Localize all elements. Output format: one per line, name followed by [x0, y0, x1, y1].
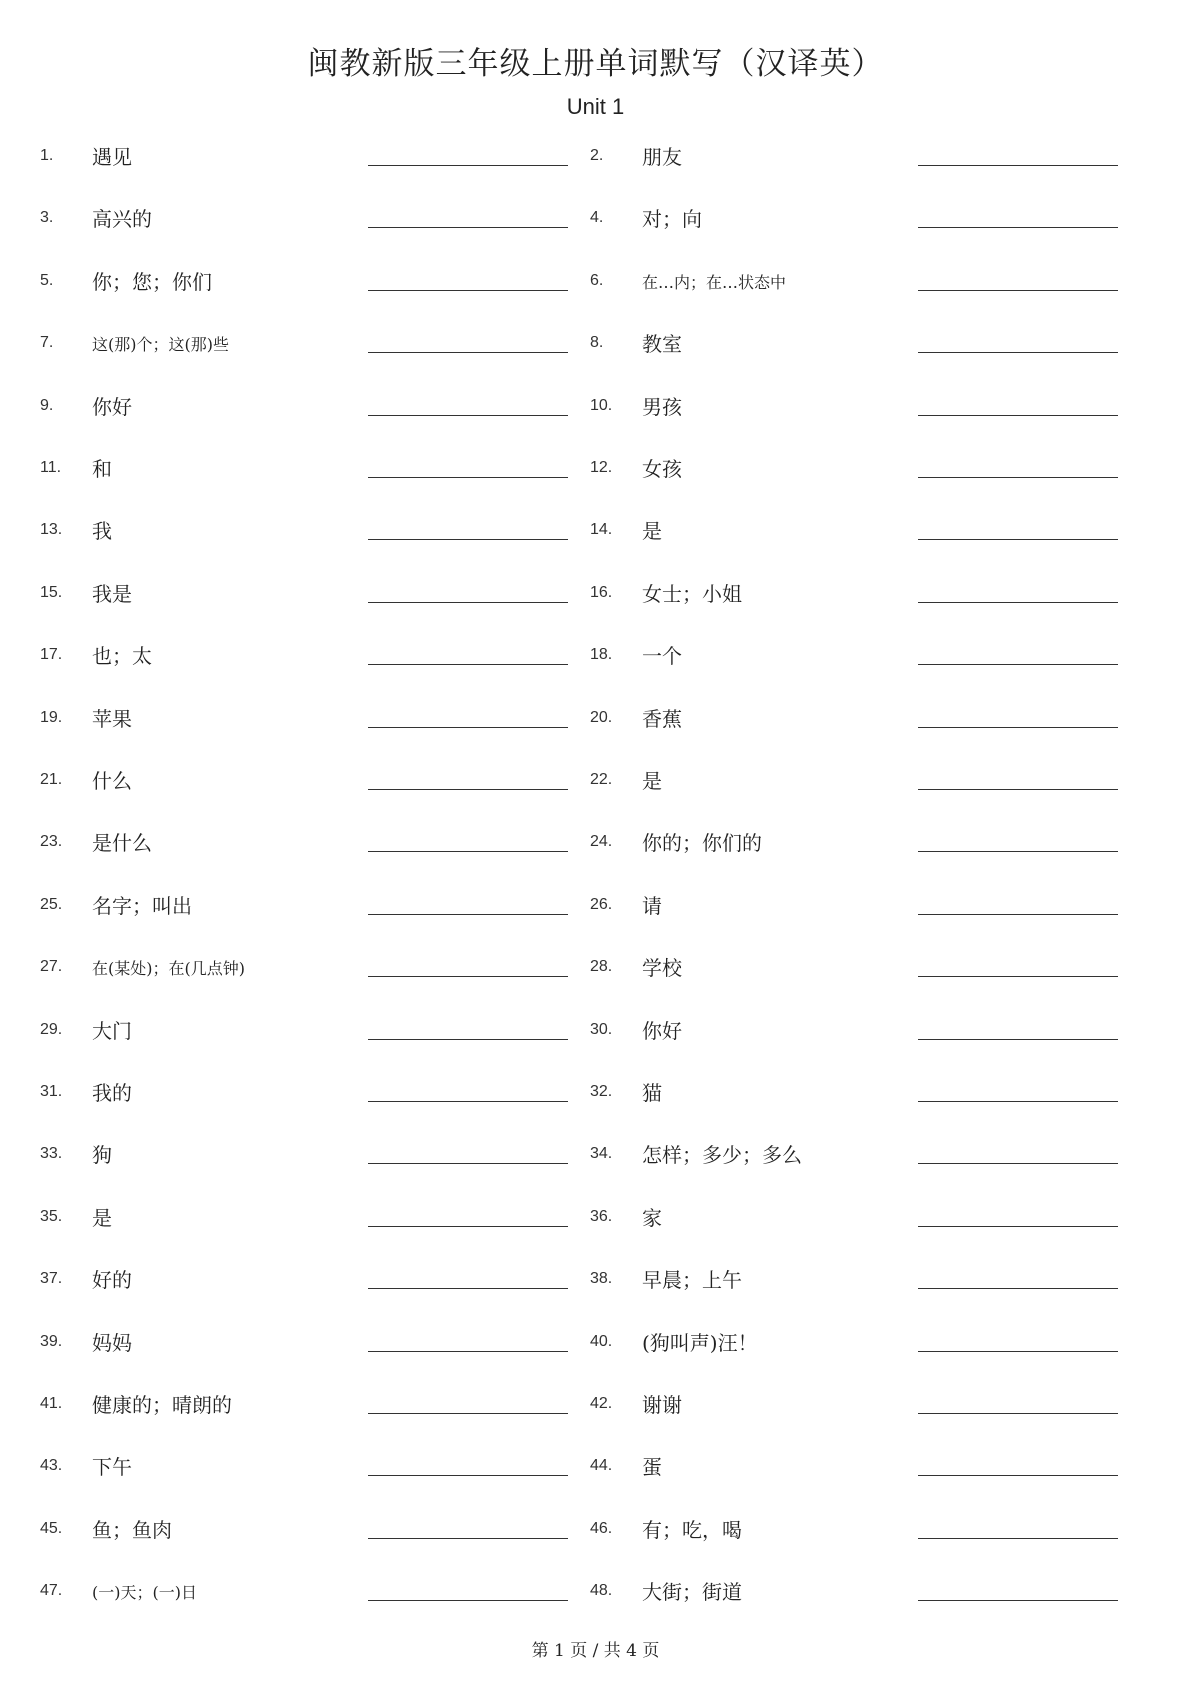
chinese-word: 好的	[92, 1268, 132, 1293]
item-number: 43.	[40, 1457, 63, 1475]
item-number: 28.	[590, 958, 613, 976]
answer-blank[interactable]	[368, 352, 568, 353]
chinese-word: 早晨；上午	[642, 1268, 742, 1293]
item-number: 44.	[590, 1457, 613, 1475]
answer-blank[interactable]	[918, 1101, 1118, 1102]
item-number: 18.	[590, 646, 613, 664]
item-number: 32.	[590, 1083, 613, 1100]
item-number: 14.	[590, 521, 613, 539]
chinese-word: 朋友	[642, 145, 682, 169]
answer-blank[interactable]	[918, 539, 1118, 540]
item-number: 45.	[40, 1519, 63, 1537]
item-number: 12.	[590, 459, 613, 476]
chinese-word: 有；吃，喝	[642, 1517, 742, 1542]
chinese-word: 是	[92, 1205, 112, 1230]
item-number: 6.	[590, 271, 604, 289]
item-number: 16.	[590, 583, 613, 601]
answer-blank[interactable]	[368, 1101, 568, 1102]
answer-blank[interactable]	[368, 727, 568, 728]
item-number: 19.	[40, 708, 63, 726]
answer-blank[interactable]	[918, 602, 1118, 603]
chinese-word: 下午	[92, 1455, 132, 1480]
answer-blank[interactable]	[368, 539, 568, 540]
answer-blank[interactable]	[368, 1538, 568, 1539]
chinese-word: 也；太	[92, 644, 152, 669]
chinese-word: 这(那)个；这(那)些	[92, 335, 229, 355]
answer-blank[interactable]	[368, 789, 568, 790]
item-number: 10.	[590, 396, 613, 414]
answer-blank[interactable]	[918, 1039, 1118, 1040]
answer-blank[interactable]	[918, 976, 1118, 977]
chinese-word: 男孩	[642, 394, 682, 419]
answer-blank[interactable]	[368, 1475, 568, 1476]
item-number: 48.	[590, 1582, 613, 1600]
chinese-word: 猫	[642, 1081, 662, 1105]
item-number: 34.	[590, 1145, 613, 1163]
item-number: 36.	[590, 1207, 613, 1225]
item-number: 31.	[40, 1083, 63, 1100]
chinese-word: 你的；你们的	[642, 831, 762, 856]
item-number: 15.	[40, 583, 63, 601]
item-number: 26.	[590, 895, 613, 913]
answer-blank[interactable]	[918, 727, 1118, 728]
page-footer: 第 1 页 / 共 4 页	[531, 1641, 660, 1661]
chinese-word: 名字；叫出	[92, 893, 192, 918]
item-number: 8.	[590, 334, 604, 352]
chinese-word: 是	[642, 519, 662, 544]
chinese-word: 请	[642, 893, 662, 918]
answer-blank[interactable]	[368, 290, 568, 291]
item-number: 40.	[590, 1332, 613, 1350]
answer-blank[interactable]	[368, 976, 568, 977]
item-number: 30.	[590, 1020, 613, 1038]
chinese-word: 女士；小姐	[642, 581, 742, 606]
answer-blank[interactable]	[918, 851, 1118, 852]
item-number: 35.	[40, 1207, 63, 1225]
answer-blank[interactable]	[368, 1039, 568, 1040]
chinese-word: 我	[92, 519, 112, 544]
item-number: 7.	[40, 334, 54, 352]
item-number: 47.	[40, 1582, 63, 1600]
chinese-word: 遇见	[92, 145, 132, 169]
chinese-word: 一个	[642, 644, 682, 669]
answer-blank[interactable]	[918, 914, 1118, 915]
answer-blank[interactable]	[918, 1538, 1118, 1539]
item-number: 9.	[40, 396, 54, 414]
page-title: 闽教新版三年级上册单词默写（汉译英）	[307, 46, 884, 82]
chinese-word: 狗	[92, 1143, 112, 1168]
chinese-word: 是	[642, 769, 662, 793]
chinese-word: 香蕉	[642, 706, 682, 731]
chinese-word: 大门	[92, 1018, 132, 1043]
answer-blank[interactable]	[368, 1351, 568, 1352]
chinese-word: 在(某处)；在(几点钟)	[92, 959, 245, 979]
item-number: 2.	[590, 147, 604, 164]
answer-blank[interactable]	[368, 914, 568, 915]
item-number: 39.	[40, 1332, 63, 1350]
chinese-word: 女孩	[642, 457, 682, 481]
answer-blank[interactable]	[368, 477, 568, 478]
answer-blank[interactable]	[918, 789, 1118, 790]
item-number: 27.	[40, 958, 63, 976]
chinese-word: 和	[92, 457, 112, 481]
answer-blank[interactable]	[918, 1351, 1118, 1352]
chinese-word: 在…内；在…状态中	[642, 272, 787, 292]
item-number: 41.	[40, 1395, 63, 1412]
chinese-word: 家	[642, 1205, 662, 1230]
chinese-word: 鱼；鱼肉	[92, 1517, 172, 1542]
item-number: 42.	[590, 1395, 613, 1412]
answer-blank[interactable]	[918, 1600, 1118, 1601]
item-number: 21.	[40, 771, 63, 788]
answer-blank[interactable]	[918, 165, 1118, 166]
item-number: 5.	[40, 271, 54, 289]
item-number: 23.	[40, 833, 63, 851]
answer-blank[interactable]	[368, 1163, 568, 1164]
answer-blank[interactable]	[368, 227, 568, 228]
answer-blank[interactable]	[918, 290, 1118, 291]
answer-blank[interactable]	[368, 1413, 568, 1414]
item-number: 25.	[40, 895, 63, 913]
answer-blank[interactable]	[918, 415, 1118, 416]
answer-blank[interactable]	[918, 1163, 1118, 1164]
answer-blank[interactable]	[918, 477, 1118, 478]
item-number: 13.	[40, 521, 63, 539]
chinese-word: (一)天；(一)日	[92, 1583, 197, 1603]
answer-blank[interactable]	[368, 415, 568, 416]
answer-blank[interactable]	[368, 1600, 568, 1601]
chinese-word: 苹果	[92, 706, 132, 731]
answer-blank[interactable]	[368, 1288, 568, 1289]
item-number: 3.	[40, 209, 54, 227]
chinese-word: 什么	[92, 769, 132, 793]
chinese-word: 我的	[92, 1081, 132, 1105]
item-number: 38.	[590, 1270, 613, 1288]
item-number: 11.	[40, 459, 62, 476]
answer-blank[interactable]	[918, 352, 1118, 353]
chinese-word: 你；您；你们	[92, 269, 212, 294]
item-number: 24.	[590, 833, 613, 851]
chinese-word: 对；向	[642, 207, 702, 232]
chinese-word: 大街；街道	[642, 1580, 742, 1605]
item-number: 37.	[40, 1270, 63, 1288]
answer-blank[interactable]	[918, 1475, 1118, 1476]
chinese-word: 妈妈	[92, 1330, 132, 1355]
answer-blank[interactable]	[368, 165, 568, 166]
chinese-word: 学校	[642, 956, 682, 981]
answer-blank[interactable]	[918, 227, 1118, 228]
answer-blank[interactable]	[368, 1226, 568, 1227]
item-number: 4.	[590, 209, 604, 227]
answer-blank[interactable]	[368, 602, 568, 603]
answer-blank[interactable]	[368, 664, 568, 665]
item-number: 33.	[40, 1145, 63, 1163]
chinese-word: 我是	[92, 581, 132, 606]
chinese-word: 谢谢	[642, 1393, 682, 1417]
chinese-word: 教室	[642, 332, 682, 357]
unit-heading: Unit 1	[566, 94, 625, 119]
item-number: 46.	[590, 1519, 613, 1537]
item-number: 22.	[590, 771, 613, 788]
chinese-word: 是什么	[92, 831, 152, 856]
chinese-word: 健康的；晴朗的	[92, 1393, 232, 1417]
chinese-word: 怎样；多少；多么	[642, 1143, 802, 1168]
chinese-word: (狗叫声)汪！	[642, 1330, 758, 1355]
answer-blank[interactable]	[368, 851, 568, 852]
answer-blank[interactable]	[918, 664, 1118, 665]
item-number: 29.	[40, 1020, 63, 1038]
chinese-word: 你好	[642, 1018, 682, 1043]
chinese-word: 蛋	[642, 1455, 662, 1480]
answer-blank[interactable]	[918, 1413, 1118, 1414]
answer-blank[interactable]	[918, 1226, 1118, 1227]
item-number: 17.	[40, 646, 63, 664]
chinese-word: 高兴的	[92, 207, 152, 232]
answer-blank[interactable]	[918, 1288, 1118, 1289]
item-number: 1.	[40, 147, 54, 164]
chinese-word: 你好	[92, 394, 132, 419]
item-number: 20.	[590, 708, 613, 726]
